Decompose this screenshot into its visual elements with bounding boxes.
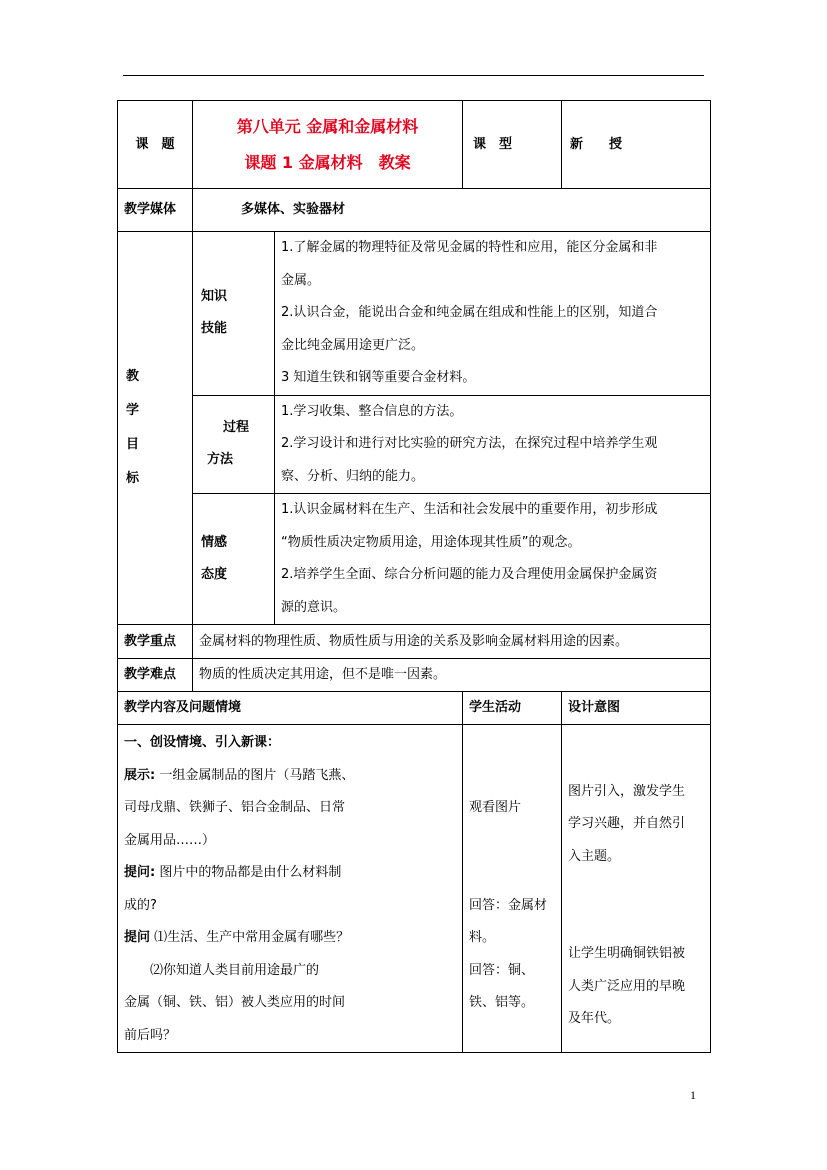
- process-items: [275, 395, 711, 494]
- ask2-line-1: [124, 922, 456, 955]
- key-point-label: 教学重点: [118, 625, 193, 659]
- ask2-line-3: 金属（铜、铁、铝）被人类应用的时间: [124, 995, 346, 1010]
- section1-design: [562, 725, 711, 1053]
- column-header-row: [118, 692, 711, 725]
- objectives-char-2: 学: [126, 403, 140, 418]
- lesson-plan-table: [117, 100, 711, 1053]
- knowledge-item: 2.认识合金，能说出合金和纯金属在组成和性能上的区别，知道合: [281, 305, 658, 320]
- design-intent-1: 图片引入，激发学生: [568, 783, 686, 799]
- emotion-item: 源的意识。: [281, 599, 347, 615]
- ask1-line-2: 成的?: [124, 897, 157, 913]
- knowledge-item: 1.了解金属的物理特征及常见金属的特性和应用，能区分金属和非: [281, 240, 658, 255]
- process-item: 察、分析、归纳的能力。: [281, 468, 425, 484]
- objective-emotion-row: [118, 494, 711, 625]
- difficulty-value: 物质的性质决定其用途，但不是唯一因素。: [193, 659, 711, 692]
- type-value: 新 授: [562, 101, 711, 189]
- difficulty-label: 教学难点: [118, 659, 193, 692]
- process-item: 2.学习设计和进行对比实验的研究方法，在探究过程中培养学生观: [281, 436, 658, 451]
- process-item: 1.学习收集、整合信息的方法。: [281, 403, 463, 419]
- design-intent-5: 人类广泛应用的早晚: [568, 978, 686, 994]
- design-column-header: 设计意图: [562, 692, 711, 725]
- show-text: 一组金属制品的图片（马踏飞燕、: [155, 767, 355, 783]
- objective-process-row: [118, 395, 711, 494]
- ask2-line-2: ⑵你知道人类目前用途最广的: [124, 962, 320, 978]
- title-line-1: 第八单元 金属和金属材料: [236, 116, 419, 136]
- ask1-label: 提问:: [124, 865, 156, 880]
- type-label: 课 型: [463, 101, 562, 189]
- show-line-3: 金属用品……）: [124, 832, 216, 848]
- content-column-header: 教学内容及问题情境: [118, 692, 463, 725]
- lesson-title: [193, 101, 463, 189]
- section1-content: [118, 725, 463, 1053]
- student-column-header: 学生活动: [463, 692, 562, 725]
- title-line-2: 课题 1 金属材料 教案: [244, 152, 411, 172]
- knowledge-label-line-1: 知识: [201, 289, 228, 305]
- key-point-value: 金属材料的物理性质、物质性质与用途的关系及影响金属材料用途的因素。: [193, 625, 711, 659]
- objectives-char-1: 教: [126, 369, 140, 384]
- page-number: 1: [690, 1088, 696, 1102]
- design-intent-6: 及年代。: [568, 1011, 621, 1027]
- difficulty-row: [118, 659, 711, 692]
- emotion-item: 2.培养学生全面、综合分析问题的能力及合理使用金属保护金属资: [281, 567, 658, 582]
- student-activity-3: 回答：铜、铁、铝等。: [469, 962, 535, 1010]
- ask2-line-4: 前后吗？: [124, 1027, 177, 1043]
- header-rule: [123, 75, 704, 76]
- media-label: 教学媒体: [118, 189, 193, 232]
- emotion-item: 1.认识金属材料在生产、生活和社会发展中的重要作用，初步形成: [281, 502, 658, 517]
- show-line-2: 司母戊鼎、铁狮子、铝合金制品、日常: [124, 800, 346, 815]
- media-value: 多媒体、实验器材: [193, 189, 711, 232]
- show-line-1: [124, 760, 456, 793]
- section1-row: [118, 725, 711, 1053]
- ask2-text: ⑴生活、生产中常用金属有哪些？: [150, 930, 350, 945]
- student-activity-2: 回答：金属材料。: [469, 897, 548, 945]
- knowledge-label: [193, 232, 275, 396]
- design-intent-4: 让学生明确铜铁铝被: [568, 946, 686, 962]
- media-row: [118, 189, 711, 232]
- objectives-char-3: 目: [126, 437, 140, 452]
- emotion-label-line-1: 情感: [201, 535, 228, 550]
- objective-knowledge-row: [118, 232, 711, 396]
- knowledge-label-line-2: 技能: [201, 321, 228, 337]
- ask1-line-1: [124, 857, 456, 890]
- process-label-line-1: 过程: [223, 420, 250, 436]
- emotion-label-line-2: 态度: [201, 567, 228, 582]
- process-label: [193, 395, 275, 494]
- objectives-label: [118, 232, 193, 625]
- emotion-items: [275, 494, 711, 625]
- show-label: 展示:: [124, 767, 156, 783]
- topic-label: 课 题: [118, 101, 193, 189]
- knowledge-item: 3 知道生铁和钢等重要合金材料。: [281, 370, 476, 385]
- knowledge-item: 金属。: [281, 272, 321, 288]
- title-row: [118, 101, 711, 189]
- process-label-line-2: 方法: [207, 452, 234, 468]
- emotion-label: [193, 494, 275, 625]
- key-point-row: [118, 625, 711, 659]
- design-intent-3: 入主题。: [568, 848, 621, 864]
- objectives-char-4: 标: [126, 471, 140, 486]
- section1-heading: 一、创设情境、引入新课：: [124, 735, 281, 750]
- design-intent-2: 学习兴趣，并自然引: [568, 816, 686, 832]
- ask2-label: 提问: [124, 930, 151, 945]
- knowledge-item: 金比纯金属用途更广泛。: [281, 337, 425, 353]
- emotion-item: “物质性质决定物质用途，用途体现其性质”的观念。: [281, 534, 581, 550]
- student-activity-1: 观看图片: [469, 800, 522, 815]
- knowledge-items: [275, 232, 711, 396]
- section1-student: [463, 725, 562, 1053]
- ask1-text: 图片中的物品都是由什么材料制: [155, 865, 342, 880]
